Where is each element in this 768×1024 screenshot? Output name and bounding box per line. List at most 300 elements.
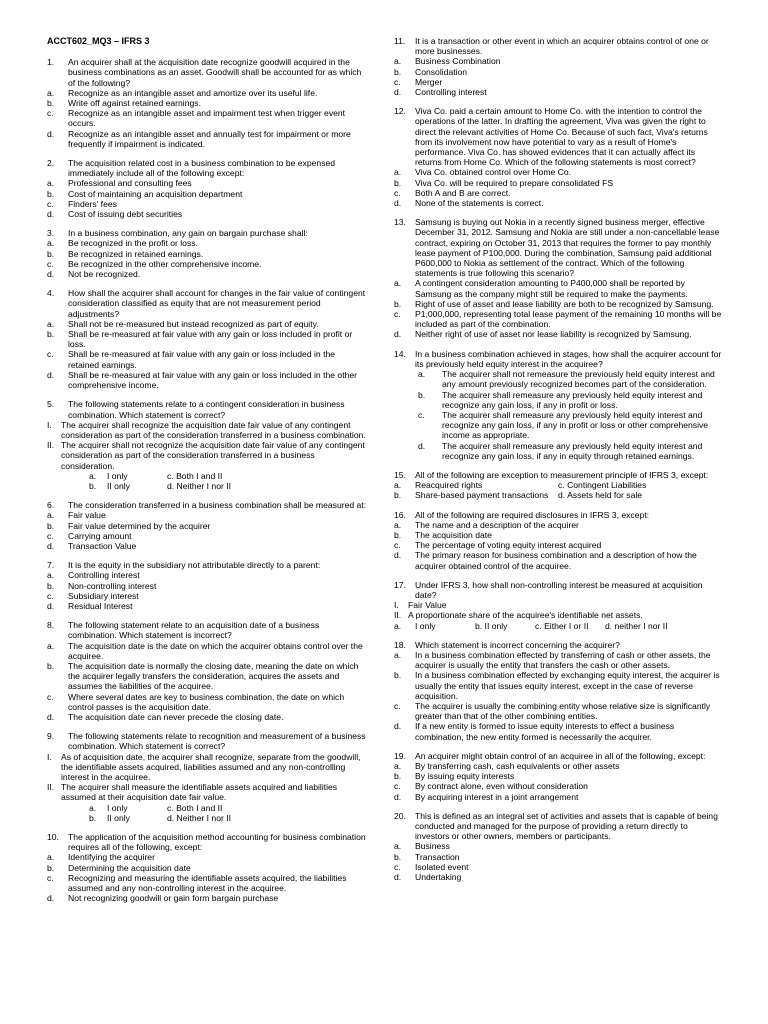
item-label: a. bbox=[394, 56, 402, 67]
item-text: All of the following are required disclosures in IFRS 3, except: bbox=[415, 509, 650, 520]
answer-option bbox=[47, 370, 367, 390]
item-text: Right of use of asset and lease liability are both to be recognized by Samsung. bbox=[415, 298, 714, 309]
item-label: a. bbox=[47, 178, 55, 189]
statement-text: The acquirer shall not recognize the acquisition date fair value of any contingent consideration as part of the consideration transferred in a business consideration. bbox=[61, 440, 365, 471]
answer-option: c. Either I or II bbox=[535, 620, 589, 631]
answer-option: b. II only bbox=[475, 620, 508, 631]
item-text: The acquirer shall remeasure any previously held equity interest and recognize any gain loss, if any in equity through retained earnings. bbox=[442, 440, 703, 461]
answer-option bbox=[47, 521, 367, 531]
statement bbox=[47, 440, 367, 471]
statement-label: II. bbox=[47, 782, 55, 793]
item-label: 11. bbox=[394, 36, 406, 46]
item-text: Viva Co. will be required to prepare consolidated FS bbox=[415, 177, 614, 188]
answer-option bbox=[47, 591, 367, 601]
item-label: a. bbox=[47, 87, 55, 98]
answer-option bbox=[47, 541, 367, 551]
answer-option bbox=[47, 88, 367, 98]
answer-option bbox=[394, 540, 722, 550]
item-text: I only bbox=[107, 470, 128, 481]
item-text: Shall be re-measured at fair value with any gain or loss included in the retained earnings. bbox=[68, 349, 336, 370]
statement-text: The acquirer shall recognize the acquisition date fair value of any contingent consideration as part of the consideration transferred in a business combination. bbox=[61, 419, 366, 440]
item-text: Determining the acquisition date bbox=[68, 862, 191, 873]
item-text: By acquiring interest in a joint arrangement bbox=[415, 791, 579, 802]
answer-option bbox=[394, 480, 558, 490]
item-text: Not be recognized. bbox=[68, 269, 141, 280]
item-label: a. bbox=[394, 519, 402, 530]
answer-option-row bbox=[394, 621, 722, 631]
item-label: 9. bbox=[47, 731, 55, 742]
item-text: Which statement is incorrect concerning the acquirer? bbox=[415, 639, 620, 650]
item-label: c. bbox=[47, 349, 54, 360]
answer-option bbox=[394, 87, 722, 97]
answer-option bbox=[394, 198, 722, 208]
question-14 bbox=[394, 349, 722, 461]
item-text: Be recognized in retained earnings. bbox=[68, 248, 204, 259]
question-9 bbox=[47, 731, 367, 823]
answer-option bbox=[394, 278, 722, 298]
item-label: b. bbox=[394, 529, 402, 540]
item-text: The percentage of voting equity interest acquired bbox=[415, 540, 602, 551]
answer-option bbox=[394, 490, 558, 500]
question-19 bbox=[394, 751, 722, 802]
item-label: 17. bbox=[394, 579, 406, 590]
answer-option bbox=[47, 249, 367, 259]
item-label: 20. bbox=[394, 810, 406, 821]
item-label: a. bbox=[89, 470, 97, 481]
question-18 bbox=[394, 640, 722, 742]
question-20 bbox=[394, 811, 722, 882]
item-text: Both A and B are correct. bbox=[415, 187, 511, 198]
item-text: It is a transaction or other event in which an acquirer obtains control of one or more businesses. bbox=[415, 36, 709, 57]
answer-option bbox=[47, 581, 367, 591]
question-stem bbox=[47, 620, 367, 640]
answer-option bbox=[47, 129, 367, 149]
item-text: Where several dates are key to business combination, the date on which control passes is the acquisition date. bbox=[68, 691, 345, 712]
question-stem bbox=[47, 158, 367, 178]
item-label: b. bbox=[47, 580, 55, 591]
answer-option bbox=[394, 178, 722, 188]
item-label: a. bbox=[47, 238, 55, 249]
item-label: d. bbox=[47, 369, 55, 380]
item-text: None of the statements is correct. bbox=[415, 198, 544, 209]
item-text: By issuing equity interests bbox=[415, 771, 515, 782]
answer-option bbox=[394, 721, 722, 741]
answer-option bbox=[394, 701, 722, 721]
answer-option bbox=[394, 781, 722, 791]
item-label: d. bbox=[47, 600, 55, 611]
item-label: d. bbox=[47, 209, 55, 220]
item-label: d. bbox=[47, 540, 55, 551]
answer-option bbox=[47, 269, 367, 279]
item-label: c. bbox=[47, 258, 54, 269]
item-label: 6. bbox=[47, 500, 55, 511]
item-label: a. bbox=[394, 167, 402, 178]
item-text: Subsidiary interest bbox=[68, 590, 139, 601]
item-label: 16. bbox=[394, 509, 406, 520]
question-1 bbox=[47, 57, 367, 149]
item-text: Write off against retained earnings. bbox=[68, 98, 201, 109]
question-3 bbox=[47, 228, 367, 279]
item-text: The acquirer shall remeasure any previously held equity interest and recognize any gain loss, if any in profit or loss. bbox=[442, 389, 703, 410]
question-15 bbox=[394, 470, 722, 501]
item-label: b. bbox=[47, 660, 55, 671]
answer-option bbox=[47, 108, 367, 128]
answer-option bbox=[394, 872, 722, 882]
item-text: Not recognizing goodwill or gain form bargain purchase bbox=[68, 893, 279, 904]
question-12 bbox=[394, 106, 722, 208]
item-text: An acquirer shall at the acquisition date recognize goodwill acquired in the business combinations as an asset. Goodwill shall be accounted for as which of the following? bbox=[68, 57, 362, 88]
answer-option bbox=[47, 319, 367, 329]
answer-option bbox=[394, 771, 722, 781]
answer-option bbox=[394, 650, 722, 670]
item-text: Shall not be re-measured but instead recognized as part of equity. bbox=[68, 318, 319, 329]
item-label: c. bbox=[47, 530, 54, 541]
item-label: a. bbox=[89, 802, 97, 813]
item-text: By contract alone, even without consideration bbox=[415, 781, 588, 792]
item-text: The acquisition date bbox=[415, 529, 492, 540]
answer-option bbox=[47, 189, 367, 199]
item-text: If a new entity is formed to issue equity interests to effect a business combination, the new entity formed is necessarily the acquirer. bbox=[415, 721, 675, 742]
item-text: Identifying the acquirer bbox=[68, 852, 155, 863]
answer-option bbox=[394, 550, 722, 570]
item-label: b. bbox=[394, 66, 402, 77]
item-label: b. bbox=[394, 670, 402, 681]
question-stem bbox=[47, 560, 367, 570]
item-label: b. bbox=[47, 520, 55, 531]
item-text: Carrying amount bbox=[68, 530, 132, 541]
answer-option: c. Both I and II bbox=[167, 802, 223, 813]
item-text: Cost of issuing debt securities bbox=[68, 209, 183, 220]
item-text: The name and a description of the acquirer bbox=[415, 519, 579, 530]
answer-option bbox=[47, 641, 367, 661]
question-16 bbox=[394, 510, 722, 571]
answer-option bbox=[47, 852, 367, 862]
statement-label: I. bbox=[47, 751, 52, 762]
answer-option bbox=[394, 67, 722, 77]
item-label: c. bbox=[394, 309, 401, 320]
answer-option-pair bbox=[47, 803, 367, 813]
left-column bbox=[47, 36, 367, 912]
item-text: The following statements relate to a contingent consideration in business combination. Which statement is correct? bbox=[68, 399, 345, 420]
item-label: 7. bbox=[47, 560, 55, 571]
item-label: a. bbox=[394, 841, 402, 852]
item-text: In a business combination achieved in stages, how shall the acquirer account for its previously held equity interest in the acquiree? bbox=[415, 348, 722, 369]
item-label: a. bbox=[47, 570, 55, 581]
item-label: d. bbox=[47, 893, 55, 904]
item-label: d. bbox=[418, 440, 426, 451]
question-stem bbox=[394, 580, 722, 600]
question-stem bbox=[394, 811, 722, 842]
item-label: b. bbox=[418, 389, 426, 400]
item-label: 5. bbox=[47, 399, 55, 410]
answer-option bbox=[47, 692, 367, 712]
answer-option bbox=[394, 852, 722, 862]
item-label: b. bbox=[47, 329, 55, 340]
item-text: Recognize as an intangible asset and annually test for impairment or more frequently if impairment is indicated. bbox=[68, 128, 351, 149]
item-label: 15. bbox=[394, 469, 406, 480]
item-text: Reacquired rights bbox=[415, 480, 483, 491]
answer-option bbox=[394, 862, 722, 872]
item-text: Professional and consulting fees bbox=[68, 178, 192, 189]
answer-option bbox=[47, 893, 367, 903]
answer-option bbox=[394, 792, 722, 802]
answer-option: d. Neither I nor II bbox=[167, 480, 232, 491]
item-text: Controlling interest bbox=[415, 87, 487, 98]
answer-option bbox=[394, 670, 722, 701]
answer-option bbox=[47, 712, 367, 722]
question-stem bbox=[394, 36, 722, 56]
item-label: c. bbox=[394, 781, 401, 792]
statement bbox=[47, 782, 367, 802]
item-label: d. bbox=[394, 721, 402, 732]
item-label: d. bbox=[394, 87, 402, 98]
answer-option: I only bbox=[415, 620, 436, 631]
answer-option bbox=[47, 510, 367, 520]
answer-option bbox=[47, 199, 367, 209]
item-label: b. bbox=[47, 862, 55, 873]
item-label: c. bbox=[418, 409, 425, 420]
question-stem bbox=[394, 751, 722, 761]
item-label: b. bbox=[394, 771, 402, 782]
item-text: Controlling interest bbox=[68, 570, 140, 581]
item-label: 1. bbox=[47, 57, 55, 68]
item-text: The acquirer shall not remeasure the previously held equity interest and any amount previously recognized becomes part of the consideration. bbox=[442, 369, 715, 390]
item-text: The application of the acquisition method accounting for business combination requires all of the following, except: bbox=[68, 832, 366, 853]
item-text: Shall be re-measured at fair value with any gain or loss included in profit or loss. bbox=[68, 329, 353, 350]
item-text: The acquirer shall remeasure any previously held equity interest and recognize any gain loss, if any in profit or loss or other comprehensive income as appropriate. bbox=[442, 409, 709, 441]
item-text: II only bbox=[107, 812, 130, 823]
item-text: Neither right of use of asset nor lease liability is recognized by Samsung. bbox=[415, 329, 692, 340]
item-text: Consolidation bbox=[415, 66, 468, 77]
item-text: This is defined as an integral set of activities and assets that is capable of being conducted and managed for the purpose of providing a return directly to investors or other owners, members or participants. bbox=[415, 810, 718, 842]
question-7 bbox=[47, 560, 367, 611]
answer-option bbox=[394, 841, 722, 851]
item-label: b. bbox=[47, 98, 55, 109]
answer-option bbox=[394, 530, 722, 540]
item-label: a. bbox=[47, 318, 55, 329]
item-label: c. bbox=[394, 187, 401, 198]
item-text: In a business combination, any gain on bargain purchase shall: bbox=[68, 228, 308, 239]
item-text: Share-based payment transactions bbox=[415, 490, 549, 501]
item-text: A contingent consideration amounting to P400,000 shall be reported by Samsung as the company might still be required to make the payments. bbox=[415, 278, 688, 299]
item-text: Fair value bbox=[68, 510, 106, 521]
item-text: It is the equity in the subsidiary not attributable directly to a parent: bbox=[68, 560, 321, 571]
item-label: a. bbox=[394, 761, 402, 771]
item-label: a. bbox=[394, 480, 402, 491]
answer-option-pair bbox=[47, 481, 367, 491]
answer-option: d. Neither I nor II bbox=[167, 812, 232, 823]
answer-option-pair bbox=[47, 471, 367, 481]
answer-option bbox=[47, 570, 367, 580]
item-text: Transaction bbox=[415, 851, 460, 862]
answer-option-pair bbox=[394, 490, 722, 500]
statement-text: The acquirer shall measure the identifiable assets acquired and liabilities assumed at their acquisition date fair value. bbox=[61, 782, 338, 803]
item-label: c. bbox=[47, 198, 54, 209]
statement bbox=[47, 420, 367, 440]
statement-label: II. bbox=[47, 440, 55, 451]
item-text: Transaction Value bbox=[68, 540, 137, 551]
question-stem bbox=[394, 510, 722, 520]
question-stem bbox=[47, 288, 367, 319]
item-label: a. bbox=[394, 649, 402, 660]
item-label: 2. bbox=[47, 158, 55, 169]
item-label: b. bbox=[89, 812, 97, 823]
item-label: b. bbox=[47, 248, 55, 259]
answer-option bbox=[394, 309, 722, 329]
answer-option bbox=[394, 188, 722, 198]
item-text: The following statements relate to recognition and measurement of a business combination. Which statement is correct? bbox=[68, 731, 366, 752]
statement-label: I. bbox=[394, 600, 399, 611]
item-text: Business bbox=[415, 841, 450, 852]
item-text: Under IFRS 3, how shall non-controlling interest be measured at acquisition date? bbox=[415, 579, 703, 600]
answer-option bbox=[47, 601, 367, 611]
answer-option bbox=[394, 761, 722, 771]
answer-option bbox=[394, 410, 722, 441]
answer-option: c. Both I and II bbox=[167, 470, 223, 481]
statement-label: II. bbox=[394, 610, 402, 621]
answer-option bbox=[394, 520, 722, 530]
statement bbox=[394, 610, 722, 620]
answer-option bbox=[47, 98, 367, 108]
item-text: How shall the acquirer shall account for changes in the fair value of contingent consideration classified as equity that are not measurement period adjustments? bbox=[68, 288, 366, 319]
item-text: An acquirer might obtain control of an acquiree in all of the following, except: bbox=[415, 750, 706, 761]
statement bbox=[47, 752, 367, 783]
item-text: Be recognized in the other comprehensive income. bbox=[68, 258, 262, 269]
item-label: d. bbox=[394, 198, 402, 209]
answer-option bbox=[47, 259, 367, 269]
item-text: By transferring cash, cash equivalents or other assets bbox=[415, 761, 620, 771]
answer-option: d. Assets held for sale bbox=[558, 490, 643, 501]
item-label: d. bbox=[394, 550, 402, 561]
item-label: b. bbox=[394, 298, 402, 309]
item-text: Merger bbox=[415, 76, 443, 87]
item-label: a. bbox=[47, 640, 55, 651]
item-text: The acquisition date can never precede the closing date. bbox=[68, 711, 284, 722]
item-label: 14. bbox=[394, 348, 406, 359]
question-13 bbox=[394, 217, 722, 339]
item-text: The acquisition related cost in a business combination to be expensed immediately include all of the following except: bbox=[68, 158, 336, 179]
item-text: Fair value determined by the acquirer bbox=[68, 520, 211, 531]
answer-option: a. bbox=[394, 620, 402, 631]
answer-option bbox=[394, 369, 722, 389]
item-text: Residual Interest bbox=[68, 600, 133, 611]
item-text: In a business combination effected by transferring of cash or other assets, the acquirer is usually the entity that transfers the cash or other assets. bbox=[415, 649, 711, 671]
item-label: d. bbox=[47, 269, 55, 280]
answer-option bbox=[47, 863, 367, 873]
item-label: c. bbox=[394, 540, 401, 551]
answer-option bbox=[394, 299, 722, 309]
answer-option bbox=[394, 77, 722, 87]
item-label: 4. bbox=[47, 288, 55, 299]
item-label: 8. bbox=[47, 620, 55, 631]
item-label: c. bbox=[394, 861, 401, 872]
question-stem bbox=[47, 57, 367, 88]
item-label: a. bbox=[418, 369, 426, 380]
item-label: a. bbox=[47, 510, 55, 521]
answer-option bbox=[47, 661, 367, 692]
answer-option-pair bbox=[394, 480, 722, 490]
item-text: In a business combination effected by exchanging equity interest, the acquirer is usually the entity that issues equity interest, except in the case of reverse acquisition. bbox=[415, 670, 720, 701]
question-stem bbox=[394, 470, 722, 480]
answer-option bbox=[394, 56, 722, 66]
item-text: Cost of maintaining an acquisition department bbox=[68, 188, 243, 199]
item-label: 12. bbox=[394, 106, 406, 117]
answer-option bbox=[47, 178, 367, 188]
item-text: Undertaking bbox=[415, 872, 462, 883]
answer-option bbox=[394, 441, 722, 461]
item-text: Recognize as an intangible asset and impairment test when trigger event occurs. bbox=[68, 108, 346, 129]
answer-option bbox=[47, 209, 367, 219]
item-label: d. bbox=[394, 872, 402, 883]
right-column bbox=[394, 36, 722, 891]
item-text: The primary reason for business combination and a description of how the acquirer obtained control of the acquiree. bbox=[415, 550, 697, 571]
item-text: II only bbox=[107, 480, 130, 491]
answer-option: c. Contingent Liabilities bbox=[558, 480, 647, 491]
question-stem bbox=[47, 500, 367, 510]
question-10 bbox=[47, 832, 367, 903]
answer-option-pair bbox=[47, 813, 367, 823]
item-label: b. bbox=[47, 188, 55, 199]
answer-option: d. neither I nor II bbox=[605, 620, 668, 631]
answer-option bbox=[47, 238, 367, 248]
question-stem bbox=[47, 399, 367, 419]
question-5 bbox=[47, 399, 367, 491]
statement-text: As of acquisition date, the acquirer shall recognize, separate from the goodwill, the identifiable assets acquired, liabilities assumed and any non-controlling interest in the acquiree. bbox=[61, 751, 361, 782]
item-text: The acquirer is usually the combining entity whose relative size is significantly greater than that of the other combining entities. bbox=[415, 700, 711, 722]
question-11 bbox=[394, 36, 722, 97]
item-text: The acquisition date is normally the closing date, meaning the date on which the acquirer legally transfers the consideration, acquires the assets and assumes the liabilities of the acquiree. bbox=[68, 660, 359, 692]
item-label: c. bbox=[47, 691, 54, 702]
item-text: Isolated event bbox=[415, 861, 469, 872]
answer-option bbox=[394, 390, 722, 410]
item-label: b. bbox=[394, 177, 402, 188]
item-label: d. bbox=[47, 711, 55, 722]
question-17 bbox=[394, 580, 722, 631]
item-label: a. bbox=[47, 852, 55, 863]
item-text: The following statement relate to an acquisition date of a business combination. Which statement is incorrect? bbox=[68, 620, 320, 641]
question-4 bbox=[47, 288, 367, 390]
question-stem bbox=[394, 640, 722, 650]
statement bbox=[394, 600, 722, 610]
item-label: 10. bbox=[47, 832, 59, 843]
item-text: Recognize as an intangible asset and amortize over its useful life. bbox=[68, 87, 318, 98]
item-label: d. bbox=[394, 791, 402, 802]
question-stem bbox=[394, 349, 722, 369]
item-text: P1,000,000, representing total lease payment of the remaining 10 months will be included as part of the combination. bbox=[415, 309, 722, 330]
item-text: Recognizing and measuring the identifiable assets acquired, the liabilities assumed and any non-controlling interest in the acquiree. bbox=[68, 872, 347, 894]
question-stem bbox=[47, 228, 367, 238]
answer-option bbox=[394, 167, 722, 177]
question-8 bbox=[47, 620, 367, 722]
item-label: c. bbox=[47, 872, 54, 883]
answer-option bbox=[47, 531, 367, 541]
answer-option bbox=[47, 329, 367, 349]
item-label: 13. bbox=[394, 217, 406, 228]
item-label: 18. bbox=[394, 639, 406, 650]
item-text: Non-controlling interest bbox=[68, 580, 157, 591]
item-text: Viva Co. paid a certain amount to Home Co. with the intention to control the operations of the latter. In drafting the agreement, Viva was given the right to direct the relevant activities of Home Co. Because of such fact, Viva's returns from its involvement now have potential to vary as a result of Home's performance. Viva Co. has showed evidences that it can actually affect its returns from Home Co. Which of the following statements is most correct? bbox=[415, 106, 708, 168]
item-text: Be recognized in the profit or loss. bbox=[68, 238, 198, 249]
item-text: Samsung is buying out Nokia in a recently signed business merger, effective December 31, 2012. Samsung and Nokia are still under a non-cancellable lease contract, expiring on October 31, 2013 that requires the former to pay monthly lease payment of P100,000. During the combination, Samsung paid additional P600,000 to Nokia as settlement of the contract. Which of the following statements is true following this scenario? bbox=[415, 217, 720, 279]
question-stem bbox=[47, 731, 367, 751]
item-text: Viva Co. obtained control over Home Co. bbox=[415, 167, 572, 178]
statement-text: A proportionate share of the acquiree's identifiable net assets. bbox=[408, 610, 643, 621]
item-label: b. bbox=[89, 480, 97, 491]
item-text: The consideration transferred in a business combination shall be measured at: bbox=[68, 500, 367, 511]
item-label: a. bbox=[394, 278, 402, 289]
item-label: d. bbox=[47, 128, 55, 139]
item-label: c. bbox=[47, 108, 54, 119]
